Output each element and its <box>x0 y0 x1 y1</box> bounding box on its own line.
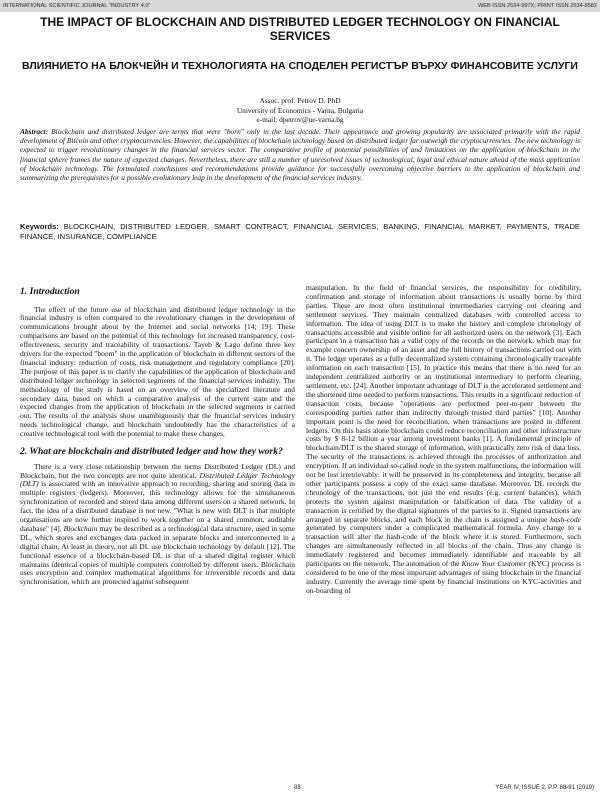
right-text-b: in the system malfunctions, the information will not be lost irretrievably: it will be preserved in its completeness and integrity, because all other participants possess a copy of the exact same database. Moreover, DL records the chronology of the transactions, not just the end results (e.g. current balances), which protects the system against manipulation or falsification of data. The validity of a transaction is certified by the digital signatures of the parties to it. Signed transactions are arranged in separate blocks, and each block in the chain is assigned a unique <box>306 461 581 524</box>
section-2-text-c: may be described as a technological data structure, used in some DL, which stores and exchanges data packed in separate blocks and interconnected in a digital chain. At least in theory, not all DL use blockchain technology by default [12]. The functional essence of a blockchain-based DL is that of a shared digital register which maintains identical copies of multiple computers controlled by different users. Blockchain uses encryption and complex mathematical algorithms for irreversible records and data synchronisation, which are protected against subsequent <box>20 523 295 587</box>
journal-issn: WEB ISSN 2534-997X; PRINT ISSN 2534-8582 <box>478 3 597 9</box>
kyc-term: Know Your Customer <box>461 559 527 569</box>
abstract <box>20 127 580 182</box>
node-term: node <box>419 461 435 471</box>
journal-header-bar <box>0 0 600 12</box>
author-email: e-mail: dpetrov@ue-varna.bg <box>256 115 344 124</box>
blockchain-term: Blockchain <box>63 523 98 533</box>
hash-code-term: hash-code <box>550 514 581 524</box>
right-column <box>306 284 581 768</box>
right-text-d: (KYC) process is considered to be one of the most important advantages of using blockchain in the financial industry. Currently the average time spent by financial institutions on KYC-activities and on-boarding of <box>306 559 581 595</box>
author-block <box>150 96 450 125</box>
section-2-text-a: There is a very close relationship between the terms Distributed Ledger (DL) and Blockchain, but the two concepts are not quite identical. <box>20 461 295 480</box>
section-1-heading: 1. Introduction <box>20 286 80 297</box>
journal-name: INTERNATIONAL SCIENTIFIC JOURNAL "INDUSTRY 4.0" <box>3 3 151 9</box>
right-text-c: generated by computers under a complicated mathematical formula. Any change to a transaction will alter the hash-code of the block where it is stored. Furthermore, such changes are simultaneously reflected in all blocks of the chain. Thus any change is immediately registered and becomes immediately identifiable and traceable by all participants on the network. The automation of the <box>306 523 581 569</box>
section-2-paragraph <box>20 463 295 588</box>
right-text-a: manipulation. In the field of financial services, the responsibility for credibility, confirmation and storage of information about transactions is usually borne by third parties. These are most often institutional intermediaries carrying out clearing and settlement services. They maintain centralized databases with controlled access to information. The idea of using DLT is to make the history and complete chronology of transactions accessible and visible online for all authorized users on the network [3]. Each participant in a transaction has a valid copy of the records on the network, which may for example concern ownership of an asset and the full history of transactions carried out with it. The ledger operates as a fully decentralized system containing chronologically traceable information on each transaction [15]. In practice this means that there is no need for an independent centralized authority or an institutional intermediary to perform clearing, settlement, etc. [24]. Another important advantage of DLT is the accelerated settlement and the shortened time needed to perform transactions. This results in a significant reduction of transaction costs, because "operations are performed peer-to-peer between the corresponding parties rather than indirectly through trusted third parties" [10]. Another important point is the need for reconciliation, when transactions are posted in different ledgers. On this basis alone blockchain could reduce reconciliation and other infrastructure costs by $ 8-12 billion a year among investment banks [1]. A fundamental principle of blockchain/DLT is the shared storage of information, with practically zero risk of data loss. The security of the transactions is achieved through the processes of authorization and encryption. If an individual so-called <box>306 284 581 471</box>
paper-title-bulgarian: ВЛИЯНИЕТО НА БЛОКЧЕЙН И ТЕХНОЛОГИЯТА НА СПОДЕЛЕН РЕГИСТЪР ВЪРХУ ФИНАНСОВИТЕ УСЛУГИ <box>22 60 578 72</box>
author-affiliation: University of Economics - Varna, Bulgaria <box>236 105 364 115</box>
keywords-label: Keywords: <box>20 222 59 231</box>
issue-info: YEAR IV, ISSUE 2, P.P. 88-91 (2019) <box>495 785 594 791</box>
abstract-label: Abstract: <box>20 127 48 136</box>
section-2-heading: 2. What are blockchain and distributed ledger and how they work? <box>20 446 283 458</box>
keywords <box>20 222 580 241</box>
author-name: Assoc. prof. Petrov D. PhD <box>259 96 341 105</box>
paper-title: THE IMPACT OF BLOCKCHAIN AND DISTRIBUTED LEDGER TECHNOLOGY ON FINANCIAL SERVICES <box>40 15 560 43</box>
section-2-text-b: is associated with an innovative approach to recording, sharing and storing data in multiple registers (ledgers). Moreover, this technology allows for the simultaneous synchronization of recorded and stored data among different users on a shared network. In fact, the idea of a distributed database is not new. "What is new with DLT is that multiple organisations are now further inspired to work together on a shared common, auditable database" [4]. <box>20 479 295 533</box>
keywords-text: BLOCKCHAIN, DISTRIBUTED LEDGER, SMART CONTRACT, FINANCIAL SERVICES, BANKING, FINANCIAL MARKET, PAYMENTS, TRADE FINANCE, INSURANCE, COMPLIANCE <box>20 222 580 241</box>
abstract-text: Blockchain and distributed ledger are terms that were "born" only in the last decade. Their appearance and growing popularity are associated primarily with the rapid development of Bitcoin and other cryptocurrencies. However, the capabilities of blockchain technology based on distributed ledger far outweigh the cryptocurrencies. The new technology is expected to trigger revolutionary changes in the financial services sector. The comparative profile of potential possibilities of and limitations on the application of blockchain in the financial sphere frames the nature of expected changes. Nevertheless, there are still a number of unresolved issues of technological, legal and ethical nature ahead of the mass application of blockchain technology. The formulated conclusions and recommendations provide guidance for successfully overcoming objective barriers to the application of blockchain and summarizing the prerequisites for a possible evolutionary leap in the development of the financial services industry. <box>20 127 580 183</box>
right-column-paragraph <box>306 284 581 596</box>
page-number: 88 <box>294 785 301 791</box>
left-column <box>20 286 295 766</box>
section-1-paragraph: The effect of the future use of blockchain and distributed ledger technology in the financial industry is often compared to the revolutionary changes in the development of communications brought about by the Internet and social networks [14; 19]. These comparisons are based on the potential of this technology for increased transparency, cost-effectiveness, security and traceability of transactions. Tayeb & Lago define three key drivers for the expected "boom" in the application of blockchain in different sectors of the financial industry: reduction of costs, risk management and regulatory compliance [20]. The purpose of this paper is to clarify the capabilities of the application of blockchain and distributed ledger technology in selected segments of the financial services industry. The methodology of the study is based on an overview of the specialized literature and secondary data, based on which a comparative analysis of the current state and the expected changes from the application of blockchain in the selected segments is carried out. The results of the analysis show unambiguously that the financial services industry needs technological change, and blockchain undoubtedly has the characteristics of a creative technological tool with the potential to make these changes. <box>20 304 295 439</box>
dlt-term: Distributed Ledger Technology (DLT) <box>20 470 295 489</box>
